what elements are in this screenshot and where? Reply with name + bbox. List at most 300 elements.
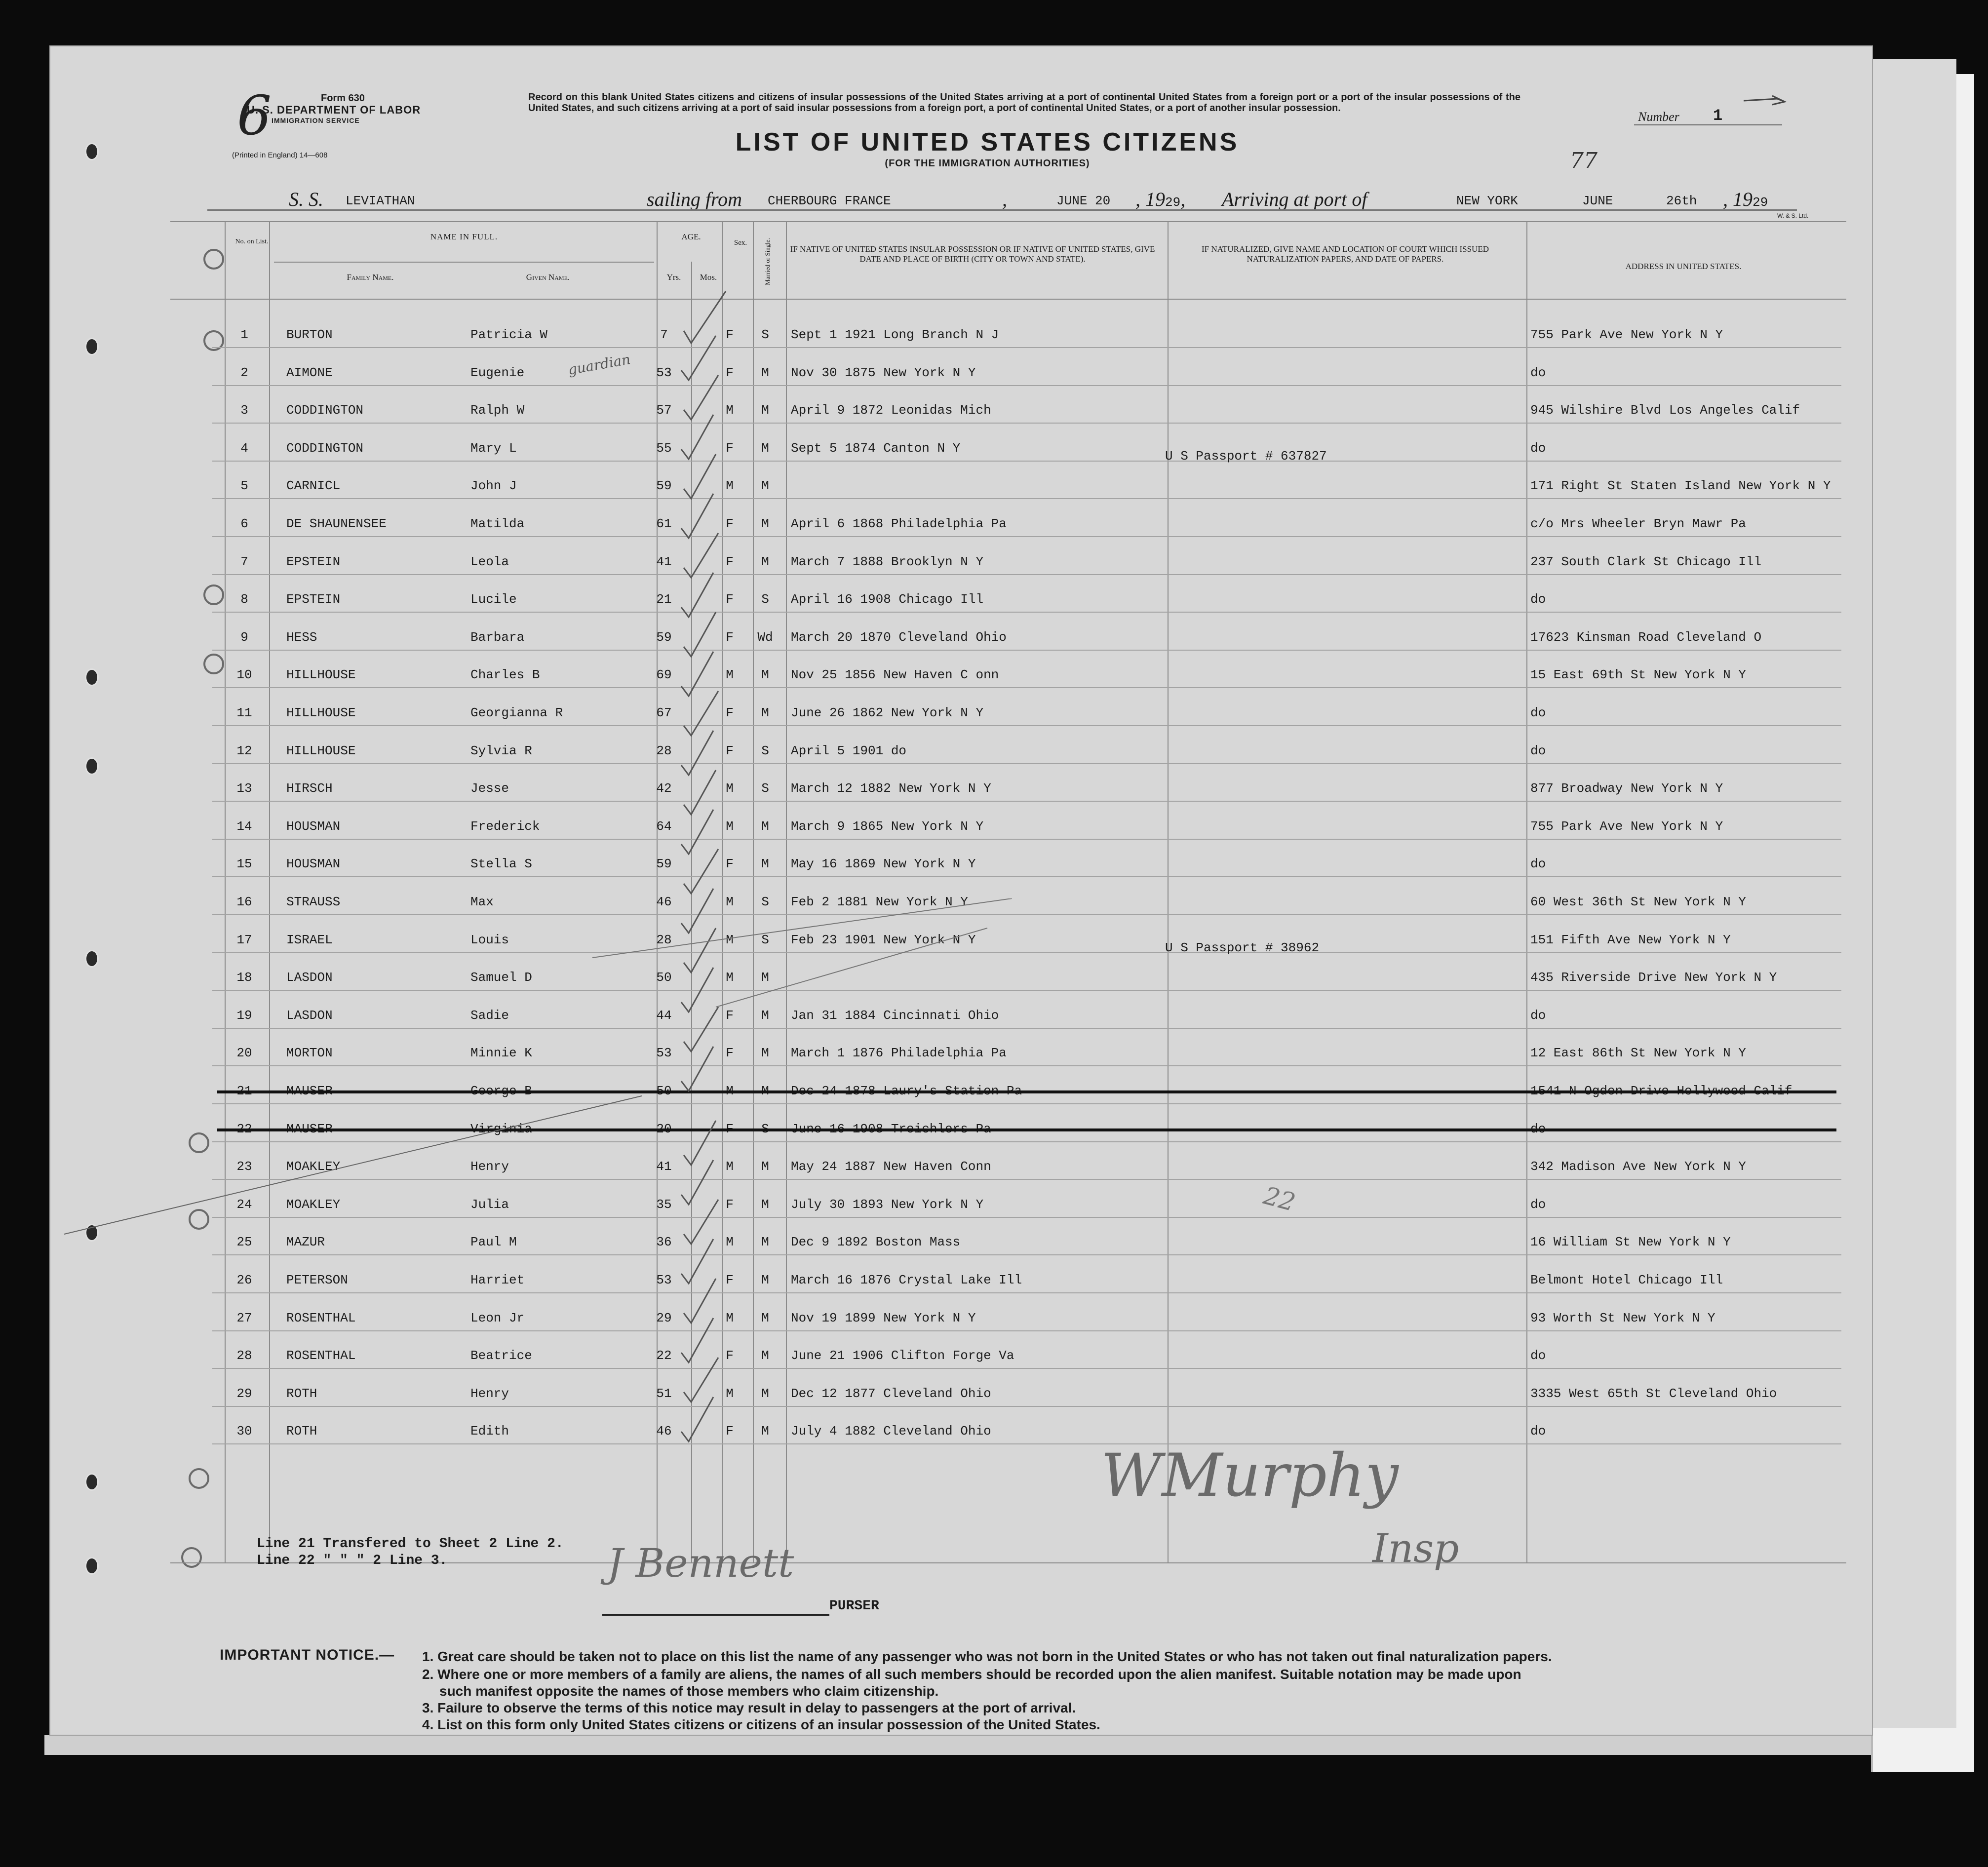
- family-name: LASDON: [286, 970, 333, 985]
- col-header-sex: Sex.: [734, 239, 747, 247]
- table-row: [212, 384, 1841, 424]
- given-name: Georgianna R: [470, 705, 563, 720]
- marital-status: S: [761, 592, 769, 607]
- given-name: Frederick: [470, 818, 540, 834]
- family-name: DE SHAUNENSEE: [286, 516, 387, 531]
- given-name: Harriet: [470, 1273, 525, 1287]
- transfer-note-line-22: Line 22 " " " 2 Line 3.: [257, 1553, 448, 1568]
- marital-status: M: [761, 516, 769, 531]
- marital-status: Wd: [757, 629, 773, 645]
- sex: M: [726, 403, 734, 418]
- family-name: ROSENTHAL: [286, 1348, 356, 1363]
- age-years: 59: [656, 856, 672, 872]
- arrow-mark-icon: [1743, 92, 1787, 107]
- sex: M: [726, 1235, 734, 1250]
- birth-date-place: Sept 1 1921 Long Branch N J: [791, 327, 999, 342]
- row-number: 20: [236, 1046, 252, 1061]
- address: 877 Broadway New York N Y: [1530, 781, 1723, 796]
- marital-status: M: [761, 1159, 769, 1174]
- address: do: [1530, 705, 1546, 720]
- family-name: ROSENTHAL: [286, 1310, 356, 1325]
- row-number: 28: [236, 1348, 252, 1363]
- age-years: 69: [656, 667, 672, 683]
- birth-date-place: May 16 1869 New York N Y: [791, 856, 976, 872]
- address: do: [1530, 1197, 1546, 1212]
- address: Belmont Hotel Chicago Ill: [1530, 1273, 1723, 1287]
- birth-date-place: Jan 31 1884 Cincinnati Ohio: [791, 1008, 999, 1023]
- birth-date-place: March 9 1865 New York N Y: [791, 818, 984, 834]
- birth-date-place: May 24 1887 New Haven Conn: [791, 1159, 991, 1174]
- address: 93 Worth St New York N Y: [1530, 1310, 1715, 1325]
- age-years: 50: [656, 970, 672, 985]
- sailing-underline: [207, 209, 1797, 211]
- marital-status: M: [761, 1348, 769, 1363]
- row-number: 9: [240, 629, 248, 645]
- table-row: [212, 422, 1841, 462]
- sex: F: [726, 743, 734, 758]
- header-top-rule: [170, 221, 1846, 222]
- ship-name: LEVIATHAN: [346, 194, 415, 208]
- address: 755 Park Ave New York N Y: [1530, 327, 1723, 342]
- form-number: Form 630: [321, 93, 365, 104]
- marital-status: M: [761, 1386, 769, 1401]
- age-years: 41: [656, 554, 672, 569]
- family-name: CARNICL: [286, 478, 341, 494]
- address: 17623 Kinsman Road Cleveland O: [1530, 629, 1762, 645]
- col-header-address: ADDRESS IN UNITED STATES.: [1625, 262, 1742, 271]
- notice-item: 4. List on this form only United States citizens or citizens of an insular possession of the United States.: [422, 1717, 1100, 1732]
- address: 60 West 36th St New York N Y: [1530, 895, 1746, 909]
- col-header-mos: Mos.: [700, 272, 717, 282]
- row-number: 2: [240, 365, 248, 380]
- col-header-name-in-full: NAME IN FULL.: [430, 232, 498, 241]
- family-name: EPSTEIN: [286, 554, 341, 569]
- marital-status: S: [761, 327, 769, 342]
- sex: F: [726, 516, 734, 531]
- sex: F: [726, 365, 734, 380]
- marital-status: M: [761, 365, 769, 380]
- given-name: Sadie: [470, 1008, 509, 1023]
- sex: F: [726, 856, 734, 872]
- table-row: [212, 1367, 1841, 1407]
- family-name: PETERSON: [286, 1273, 348, 1287]
- row-number: 17: [236, 932, 252, 947]
- birth-date-place: June 21 1906 Clifton Forge Va: [791, 1348, 1014, 1363]
- notice-item: 2. Where one or more members of a family are aliens, the names of all such members should be recorded upon the alien manifest. Suitable notation may be made upon: [422, 1667, 1521, 1682]
- given-name: Julia: [470, 1197, 509, 1212]
- marital-status: S: [761, 895, 769, 909]
- sex: M: [726, 932, 734, 947]
- family-name: CODDINGTON: [286, 440, 364, 456]
- family-name: MORTON: [286, 1046, 333, 1061]
- address: 342 Madison Ave New York N Y: [1530, 1159, 1746, 1174]
- given-name: Eugenie: [470, 365, 525, 380]
- family-name: ROTH: [286, 1424, 317, 1439]
- marital-status: M: [761, 554, 769, 569]
- birth-date-place: June 26 1862 New York N Y: [791, 705, 984, 720]
- marital-status: M: [761, 1235, 769, 1250]
- table-row: [212, 1292, 1841, 1331]
- corner-handwritten-mark: 6: [237, 84, 272, 147]
- col-header-yrs: Yrs.: [666, 272, 681, 282]
- row-number: 26: [236, 1273, 252, 1287]
- address: 151 Fifth Ave New York N Y: [1530, 932, 1731, 947]
- binding-hole-icon: [85, 757, 99, 775]
- family-name: HILLHOUSE: [286, 743, 356, 758]
- purser-label: PURSER: [829, 1598, 879, 1614]
- handwritten-number: 77: [1570, 148, 1598, 173]
- name-subheader-rule: [274, 262, 654, 263]
- table-row: [212, 573, 1841, 613]
- sex: M: [726, 818, 734, 834]
- age-years: 61: [656, 516, 672, 531]
- row-number: 30: [236, 1424, 252, 1439]
- col-header-given: Given Name.: [526, 272, 570, 282]
- row-number: 1: [240, 327, 248, 342]
- reinforcement-ring-icon: [189, 1468, 209, 1489]
- arrival-day: 26th: [1666, 194, 1697, 208]
- marital-status: M: [761, 1310, 769, 1325]
- sex: F: [726, 1273, 734, 1287]
- sex: F: [726, 327, 734, 342]
- row-number: 12: [236, 743, 252, 758]
- table-row: [212, 1254, 1841, 1293]
- reinforcement-ring-icon: [181, 1547, 202, 1568]
- address: 12 East 86th St New York N Y: [1530, 1046, 1746, 1061]
- arrival-port: NEW YORK: [1456, 194, 1518, 208]
- birth-date-place: March 1 1876 Philadelphia Pa: [791, 1046, 1007, 1061]
- binding-hole-icon: [85, 1473, 99, 1491]
- given-name: Lucile: [470, 592, 517, 607]
- address: do: [1530, 592, 1546, 607]
- birth-date-place: Dec 9 1892 Boston Mass: [791, 1235, 961, 1250]
- age-years: 22: [656, 1348, 672, 1363]
- row-number: 15: [236, 856, 252, 872]
- notice-item: 1. Great care should be taken not to place on this list the name of any passenger who was not born in the United States or who has not taken out final naturalization papers.: [422, 1649, 1552, 1664]
- given-name: Paul M: [470, 1235, 517, 1250]
- birth-date-place: July 4 1882 Cleveland Ohio: [791, 1424, 991, 1439]
- sex: F: [726, 554, 734, 569]
- age-years: 35: [656, 1197, 672, 1212]
- address: do: [1530, 743, 1546, 758]
- table-row: [212, 838, 1841, 877]
- birth-date-place: Sept 5 1874 Canton N Y: [791, 440, 961, 456]
- sex: M: [726, 1310, 734, 1325]
- given-name: Henry: [470, 1386, 509, 1401]
- arrival-year: , 1929: [1723, 188, 1768, 210]
- family-name: HESS: [286, 629, 317, 645]
- col-header-family: Family Name.: [347, 272, 394, 282]
- birth-date-place: April 16 1908 Chicago Ill: [791, 592, 984, 607]
- family-name: LASDON: [286, 1008, 333, 1023]
- table-row: [212, 611, 1841, 651]
- age-years: 64: [656, 818, 672, 834]
- page-subtitle: (FOR THE IMMIGRATION AUTHORITIES): [885, 158, 1090, 169]
- marital-status: M: [761, 440, 769, 456]
- sex: F: [726, 705, 734, 720]
- age-years: 57: [656, 403, 672, 418]
- age-years: 59: [656, 478, 672, 494]
- important-notice-label: IMPORTANT NOTICE.—: [220, 1647, 395, 1663]
- list-number-value: 1: [1713, 107, 1723, 125]
- age-years: 53: [656, 365, 672, 380]
- birth-date-place: April 5 1901 do: [791, 743, 907, 758]
- address: 171 Right St Staten Island New York N Y: [1530, 478, 1831, 494]
- list-number-underline: [1634, 124, 1782, 125]
- row-number: 13: [236, 781, 252, 796]
- given-name: Mary L: [470, 440, 517, 456]
- sex: M: [726, 667, 734, 683]
- notice-item: such manifest opposite the names of those members who claim citizenship.: [439, 1683, 939, 1699]
- age-years: 55: [656, 440, 672, 456]
- row-number: 24: [236, 1197, 252, 1212]
- transfer-note-line-21: Line 21 Transfered to Sheet 2 Line 2.: [257, 1536, 564, 1552]
- family-name: STRAUSS: [286, 895, 341, 909]
- marital-status: M: [761, 856, 769, 872]
- marital-status: M: [761, 403, 769, 418]
- birth-date-place: Nov 30 1875 New York N Y: [791, 365, 976, 380]
- marital-status: S: [761, 743, 769, 758]
- address: do: [1530, 1424, 1546, 1439]
- marital-status: M: [761, 1046, 769, 1061]
- age-years: 41: [656, 1159, 672, 1174]
- age-years: 28: [656, 932, 672, 947]
- table-row: [212, 649, 1841, 688]
- family-name: HILLHOUSE: [286, 705, 356, 720]
- family-name: AIMONE: [286, 365, 333, 380]
- header-bottom-rule: [170, 299, 1846, 300]
- given-name: Jesse: [470, 781, 509, 796]
- age-years: 29: [656, 1310, 672, 1325]
- address: do: [1530, 440, 1546, 456]
- address: 3335 West 65th St Cleveland Ohio: [1530, 1386, 1777, 1401]
- table-row: [212, 309, 1841, 348]
- age-years: 21: [656, 592, 672, 607]
- purser-signature-line: [602, 1614, 829, 1616]
- given-name: Barbara: [470, 629, 525, 645]
- address: 755 Park Ave New York N Y: [1530, 818, 1723, 834]
- birth-date-place: Feb 2 1881 New York N Y: [791, 895, 968, 909]
- row-number: 23: [236, 1159, 252, 1174]
- given-name: Matilda: [470, 516, 525, 531]
- birth-date-place: March 16 1876 Crystal Lake Ill: [791, 1273, 1022, 1287]
- row-number: 18: [236, 970, 252, 985]
- table-row: [212, 536, 1841, 575]
- given-name: Minnie K: [470, 1046, 532, 1061]
- row-number: 14: [236, 818, 252, 834]
- col-header-age: AGE.: [681, 232, 701, 241]
- birth-date-place: March 12 1882 New York N Y: [791, 781, 991, 796]
- table-row: [212, 725, 1841, 764]
- age-years: 28: [656, 743, 672, 758]
- row-number: 10: [236, 667, 252, 683]
- age-years: 44: [656, 1008, 672, 1023]
- purser-signature: J Bennett: [607, 1540, 794, 1586]
- inspector-signature: WMurphy: [1101, 1441, 1399, 1510]
- sex: F: [726, 629, 734, 645]
- birth-date-place: July 30 1893 New York N Y: [791, 1197, 984, 1212]
- sex: F: [726, 440, 734, 456]
- age-years: 36: [656, 1235, 672, 1250]
- naturalization-info: U S Passport # 38962: [1165, 940, 1320, 955]
- sex: M: [726, 970, 734, 985]
- birth-date-place: Nov 25 1856 New Haven C onn: [791, 667, 999, 683]
- address: do: [1530, 365, 1546, 380]
- page-title: LIST OF UNITED STATES CITIZENS: [735, 128, 1240, 156]
- marital-status: M: [761, 478, 769, 494]
- address: do: [1530, 1348, 1546, 1363]
- arriving-label: Arriving at port of: [1222, 188, 1367, 210]
- given-name: Sylvia R: [470, 743, 532, 758]
- marital-status: M: [761, 667, 769, 683]
- marital-status: M: [761, 705, 769, 720]
- row-number: 25: [236, 1235, 252, 1250]
- family-name: ISRAEL: [286, 932, 333, 947]
- given-name: Leola: [470, 554, 509, 569]
- marital-status: M: [761, 1008, 769, 1023]
- handwritten-guardian: guardian: [567, 351, 632, 378]
- sex: F: [726, 1046, 734, 1061]
- sex: M: [726, 895, 734, 909]
- table-row: [212, 1405, 1841, 1444]
- sailing-from-label: sailing from: [647, 188, 742, 210]
- table-row: [212, 762, 1841, 802]
- age-years: 53: [656, 1273, 672, 1287]
- marital-status: M: [761, 1197, 769, 1212]
- binding-hole-icon: [85, 338, 99, 355]
- row-number: 8: [240, 592, 248, 607]
- age-years: 53: [656, 1046, 672, 1061]
- service-name: IMMIGRATION SERVICE: [272, 117, 360, 124]
- inspector-title: Insp: [1372, 1525, 1459, 1571]
- address: 945 Wilshire Blvd Los Angeles Calif: [1530, 403, 1800, 418]
- sex: F: [726, 1348, 734, 1363]
- birth-date-place: March 7 1888 Brooklyn N Y: [791, 554, 984, 569]
- given-name: Henry: [470, 1159, 509, 1174]
- given-name: Louis: [470, 932, 509, 947]
- row-number: 3: [240, 403, 248, 418]
- table-row: [212, 800, 1841, 840]
- col-header-naturalized: IF NATURALIZED, GIVE NAME AND LOCATION OF COURT WHICH ISSUED NATURALIZATION PAPERS, AND DATE OF PAPERS.: [1201, 244, 1489, 264]
- binding-hole-icon: [85, 1557, 99, 1575]
- family-name: MAZUR: [286, 1235, 325, 1250]
- birth-date-place: Dec 12 1877 Cleveland Ohio: [791, 1386, 991, 1401]
- age-years: 42: [656, 781, 672, 796]
- given-name: Edith: [470, 1424, 509, 1439]
- age-years: 59: [656, 629, 672, 645]
- sex: M: [726, 781, 734, 796]
- row-number: 11: [236, 705, 252, 720]
- given-name: Ralph W: [470, 403, 525, 418]
- birth-date-place: April 9 1872 Leonidas Mich: [791, 403, 991, 418]
- naturalization-info: U S Passport # 637827: [1165, 448, 1327, 464]
- col-header-married: Married or Single.: [764, 238, 771, 285]
- age-years: 7: [660, 327, 668, 342]
- address: do: [1530, 1008, 1546, 1023]
- marital-status: S: [761, 932, 769, 947]
- comma: ,: [1002, 188, 1007, 210]
- marital-status: S: [761, 781, 769, 796]
- address: 15 East 69th St New York N Y: [1530, 667, 1746, 683]
- binding-hole-icon: [85, 668, 99, 686]
- marital-status: M: [761, 818, 769, 834]
- marital-status: M: [761, 1424, 769, 1439]
- age-years: 46: [656, 1424, 672, 1439]
- col-header-no: No. on List.: [235, 238, 269, 245]
- reinforcement-ring-icon: [203, 249, 224, 270]
- departure-date: JUNE 20: [1056, 194, 1111, 208]
- given-name: Max: [470, 895, 494, 909]
- table-row: [212, 687, 1841, 726]
- family-name: EPSTEIN: [286, 592, 341, 607]
- handwritten-page-mark: 22: [1260, 1181, 1299, 1217]
- row-number: 4: [240, 440, 248, 456]
- marital-status: M: [761, 970, 769, 985]
- birth-date-place: Nov 19 1899 New York N Y: [791, 1310, 976, 1325]
- address: 435 Riverside Drive New York N Y: [1530, 970, 1777, 985]
- family-name: HIRSCH: [286, 781, 333, 796]
- arrival-month: JUNE: [1582, 194, 1613, 208]
- checkmarks-icon: [671, 276, 745, 1491]
- given-name: Patricia W: [470, 327, 548, 342]
- row-number: 16: [236, 895, 252, 909]
- given-name: Stella S: [470, 856, 532, 872]
- family-name: BURTON: [286, 327, 333, 342]
- departure-port: CHERBOURG FRANCE: [768, 194, 891, 208]
- printer-mark: W. & S. Ltd.: [1777, 212, 1809, 219]
- sex: F: [726, 592, 734, 607]
- given-name: Samuel D: [470, 970, 532, 985]
- sex: F: [726, 1197, 734, 1212]
- birth-date-place: April 6 1868 Philadelphia Pa: [791, 516, 1007, 531]
- sex: M: [726, 478, 734, 494]
- birth-date-place: March 20 1870 Cleveland Ohio: [791, 629, 1007, 645]
- family-name: MOAKLEY: [286, 1159, 341, 1174]
- age-years: 67: [656, 705, 672, 720]
- given-name: Beatrice: [470, 1348, 532, 1363]
- family-name: ROTH: [286, 1386, 317, 1401]
- age-years: 46: [656, 895, 672, 909]
- age-years: 51: [656, 1386, 672, 1401]
- marital-status: M: [761, 1273, 769, 1287]
- family-name: MOAKLEY: [286, 1197, 341, 1212]
- departure-year: , 1929,: [1135, 188, 1186, 210]
- address: 237 South Clark St Chicago Ill: [1530, 554, 1762, 569]
- birth-date-place: Feb 23 1901 New York N Y: [791, 932, 976, 947]
- ss-label: S. S.: [289, 188, 323, 210]
- sex: M: [726, 1159, 734, 1174]
- sex: M: [726, 1386, 734, 1401]
- form-instructions: Record on this blank United States citizens and citizens of insular possessions of the United States arriving at a port of continental United States from a foreign port or a port of the insular possessions of the United States, and such citizens arriving at a port of said insular possessions from a foreign port, a port of continental United States, or a port of another insular possession.: [528, 92, 1520, 114]
- printer-note: (Printed in England) 14—608: [232, 151, 328, 159]
- row-number: 19: [236, 1008, 252, 1023]
- given-name: John J: [470, 478, 517, 494]
- table-row: [212, 460, 1841, 499]
- family-name: CODDINGTON: [286, 403, 364, 418]
- table-row: [212, 347, 1841, 386]
- table-row: [212, 1329, 1841, 1369]
- row-number: 5: [240, 478, 248, 494]
- table-row: [212, 498, 1841, 537]
- row-number: 7: [240, 554, 248, 569]
- family-name: HOUSMAN: [286, 856, 341, 872]
- binding-hole-icon: [85, 143, 99, 160]
- row-number: 6: [240, 516, 248, 531]
- notice-item: 3. Failure to observe the terms of this notice may result in delay to passengers at the port of arrival.: [422, 1700, 1076, 1715]
- given-name: Charles B: [470, 667, 540, 683]
- family-name: HILLHOUSE: [286, 667, 356, 683]
- underlying-page-bottom: [44, 1735, 1871, 1755]
